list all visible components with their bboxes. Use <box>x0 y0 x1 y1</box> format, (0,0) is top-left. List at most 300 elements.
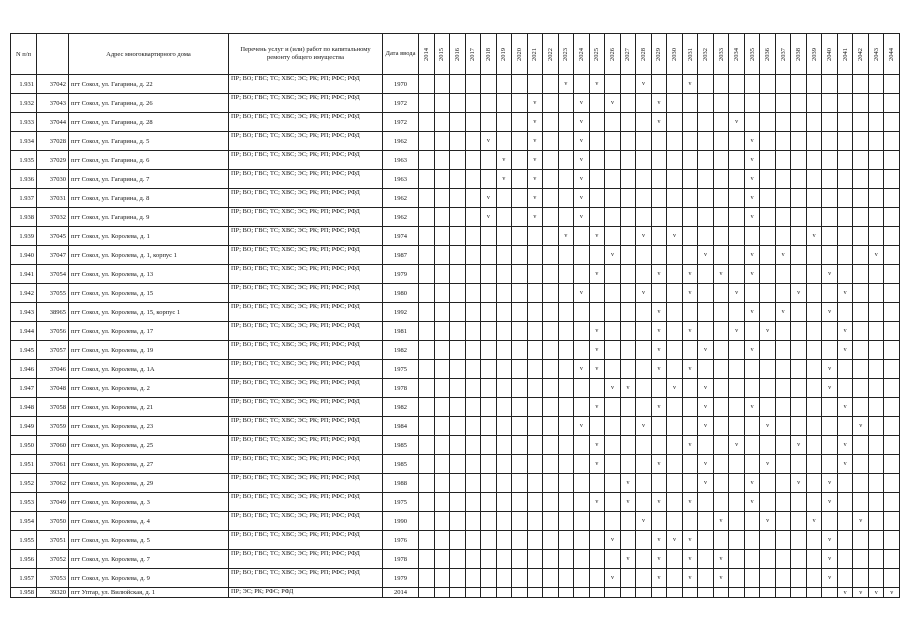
year-cell-2019 <box>496 569 512 588</box>
year-cell-2026 <box>605 227 621 246</box>
year-cell-2036 <box>760 341 776 360</box>
year-cell-2024 <box>574 341 590 360</box>
row-num: 1.942 <box>11 284 37 303</box>
year-cell-2028 <box>636 246 652 265</box>
year-cell-2020 <box>512 341 528 360</box>
year-cell-2036 <box>760 493 776 512</box>
year-cell-2028 <box>636 170 652 189</box>
row-built-year: 1985 <box>383 455 419 474</box>
year-cell-2032 <box>698 227 714 246</box>
year-cell-2041 <box>837 189 853 208</box>
year-mark-2043: v <box>868 246 884 265</box>
year-cell-2032 <box>698 132 714 151</box>
year-cell-2042 <box>853 474 869 493</box>
year-cell-2040 <box>822 588 838 598</box>
year-cell-2018 <box>481 474 497 493</box>
year-cell-2030 <box>667 303 683 322</box>
year-mark-2029: v <box>651 265 667 284</box>
year-cell-2018 <box>481 284 497 303</box>
year-cell-2039 <box>806 398 822 417</box>
year-mark-2038: v <box>791 436 807 455</box>
year-cell-2029 <box>651 132 667 151</box>
year-cell-2042 <box>853 322 869 341</box>
year-cell-2022 <box>543 208 559 227</box>
header-year-2033 <box>713 34 729 75</box>
year-mark-2031: v <box>682 265 698 284</box>
year-cell-2034 <box>729 94 745 113</box>
year-cell-2017 <box>465 588 481 598</box>
year-cell-2018 <box>481 493 497 512</box>
year-cell-2027 <box>620 322 636 341</box>
year-cell-2027 <box>620 208 636 227</box>
year-cell-2018 <box>481 398 497 417</box>
year-cell-2021 <box>527 455 543 474</box>
year-cell-2014 <box>419 265 435 284</box>
table-row <box>11 265 900 284</box>
header-year-2037 <box>775 34 791 75</box>
year-cell-2021 <box>527 550 543 569</box>
row-num: 1.932 <box>11 94 37 113</box>
year-cell-2034 <box>729 379 745 398</box>
year-cell-2015 <box>434 208 450 227</box>
year-cell-2023 <box>558 246 574 265</box>
table-row <box>11 341 900 360</box>
year-mark-2018: v <box>481 132 497 151</box>
year-cell-2018 <box>481 455 497 474</box>
year-cell-2023 <box>558 550 574 569</box>
row-code: 37057 <box>37 341 69 360</box>
row-num: 1.948 <box>11 398 37 417</box>
year-cell-2021 <box>527 360 543 379</box>
year-cell-2038 <box>791 132 807 151</box>
year-cell-2016 <box>450 189 466 208</box>
year-cell-2038 <box>791 588 807 598</box>
year-cell-2014 <box>419 379 435 398</box>
year-cell-2034 <box>729 455 745 474</box>
year-cell-2022 <box>543 455 559 474</box>
year-mark-2029: v <box>651 94 667 113</box>
row-built-year: 1982 <box>383 341 419 360</box>
year-cell-2040 <box>822 341 838 360</box>
header-num: N п/п <box>11 34 37 75</box>
year-cell-2020 <box>512 379 528 398</box>
year-mark-2024: v <box>574 113 590 132</box>
row-built-year: 2014 <box>383 588 419 598</box>
header-year-label: 2033 <box>717 47 725 61</box>
year-cell-2023 <box>558 94 574 113</box>
year-cell-2024 <box>574 512 590 531</box>
year-cell-2041 <box>837 246 853 265</box>
year-mark-2034: v <box>729 436 745 455</box>
year-cell-2017 <box>465 379 481 398</box>
year-cell-2036 <box>760 569 776 588</box>
year-cell-2030 <box>667 417 683 436</box>
year-mark-2032: v <box>698 341 714 360</box>
year-cell-2026 <box>605 132 621 151</box>
row-code: 37054 <box>37 265 69 284</box>
year-cell-2016 <box>450 474 466 493</box>
year-cell-2037 <box>775 265 791 284</box>
year-cell-2014 <box>419 474 435 493</box>
row-address: пгт Сокол, ул. Гагарина, д. 8 <box>69 189 229 208</box>
year-cell-2017 <box>465 531 481 550</box>
year-cell-2014 <box>419 512 435 531</box>
year-cell-2015 <box>434 246 450 265</box>
year-cell-2027 <box>620 588 636 598</box>
year-cell-2034 <box>729 550 745 569</box>
year-cell-2032 <box>698 189 714 208</box>
year-mark-2026: v <box>605 569 621 588</box>
table-header-row <box>11 34 900 75</box>
year-cell-2033 <box>713 474 729 493</box>
year-cell-2023 <box>558 398 574 417</box>
year-cell-2043 <box>868 170 884 189</box>
table-row <box>11 189 900 208</box>
year-cell-2040 <box>822 436 838 455</box>
year-cell-2033 <box>713 132 729 151</box>
year-cell-2014 <box>419 208 435 227</box>
year-mark-2025: v <box>589 455 605 474</box>
year-mark-2027: v <box>620 379 636 398</box>
year-mark-2026: v <box>605 246 621 265</box>
year-cell-2021 <box>527 474 543 493</box>
year-cell-2031 <box>682 170 698 189</box>
year-cell-2027 <box>620 284 636 303</box>
year-cell-2037 <box>775 436 791 455</box>
year-cell-2035 <box>744 94 760 113</box>
year-mark-2027: v <box>620 493 636 512</box>
year-cell-2031 <box>682 379 698 398</box>
year-cell-2029 <box>651 588 667 598</box>
year-cell-2038 <box>791 493 807 512</box>
year-cell-2029 <box>651 284 667 303</box>
year-cell-2044 <box>884 265 900 284</box>
year-cell-2022 <box>543 94 559 113</box>
row-built-year: 1970 <box>383 75 419 94</box>
year-mark-2025: v <box>589 398 605 417</box>
year-cell-2041 <box>837 208 853 227</box>
year-cell-2042 <box>853 341 869 360</box>
year-mark-2041: v <box>837 341 853 360</box>
year-mark-2024: v <box>574 94 590 113</box>
year-cell-2026 <box>605 550 621 569</box>
year-mark-2033: v <box>713 569 729 588</box>
year-cell-2034 <box>729 341 745 360</box>
year-cell-2028 <box>636 436 652 455</box>
year-cell-2031 <box>682 227 698 246</box>
header-year-2041 <box>837 34 853 75</box>
year-cell-2029 <box>651 208 667 227</box>
year-cell-2018 <box>481 550 497 569</box>
row-code: 37056 <box>37 322 69 341</box>
row-services: ПР; ВО; ГВС; ТС; ХВС; ЭС; РК; РП; РФС; РФД <box>229 550 383 569</box>
year-cell-2043 <box>868 398 884 417</box>
year-cell-2038 <box>791 170 807 189</box>
year-cell-2032 <box>698 360 714 379</box>
year-cell-2038 <box>791 246 807 265</box>
year-cell-2043 <box>868 132 884 151</box>
year-cell-2014 <box>419 189 435 208</box>
year-cell-2019 <box>496 512 512 531</box>
table-row <box>11 94 900 113</box>
year-cell-2035 <box>744 550 760 569</box>
year-cell-2028 <box>636 151 652 170</box>
year-cell-2015 <box>434 132 450 151</box>
year-mark-2041: v <box>837 284 853 303</box>
year-cell-2042 <box>853 436 869 455</box>
year-cell-2044 <box>884 455 900 474</box>
year-cell-2033 <box>713 417 729 436</box>
year-cell-2030 <box>667 265 683 284</box>
year-cell-2020 <box>512 588 528 598</box>
year-cell-2019 <box>496 189 512 208</box>
year-cell-2044 <box>884 75 900 94</box>
year-cell-2029 <box>651 170 667 189</box>
year-cell-2031 <box>682 512 698 531</box>
year-mark-2024: v <box>574 284 590 303</box>
year-cell-2022 <box>543 284 559 303</box>
year-cell-2028 <box>636 569 652 588</box>
year-cell-2044 <box>884 360 900 379</box>
year-cell-2034 <box>729 531 745 550</box>
year-cell-2028 <box>636 588 652 598</box>
year-mark-2034: v <box>729 284 745 303</box>
year-cell-2039 <box>806 265 822 284</box>
year-cell-2021 <box>527 512 543 531</box>
year-mark-2035: v <box>744 474 760 493</box>
year-cell-2037 <box>775 379 791 398</box>
year-cell-2038 <box>791 265 807 284</box>
header-year-label: 2035 <box>748 47 756 61</box>
row-address: пгт Сокол, ул. Королева, д. 21 <box>69 398 229 417</box>
year-cell-2020 <box>512 322 528 341</box>
year-cell-2037 <box>775 170 791 189</box>
year-cell-2021 <box>527 341 543 360</box>
row-built-year: 1972 <box>383 94 419 113</box>
year-cell-2014 <box>419 94 435 113</box>
year-cell-2037 <box>775 132 791 151</box>
year-cell-2039 <box>806 303 822 322</box>
year-cell-2014 <box>419 398 435 417</box>
year-cell-2038 <box>791 303 807 322</box>
year-cell-2042 <box>853 550 869 569</box>
year-cell-2042 <box>853 170 869 189</box>
row-num: 1.931 <box>11 75 37 94</box>
year-mark-2043: v <box>868 588 884 598</box>
year-cell-2022 <box>543 398 559 417</box>
year-mark-2024: v <box>574 360 590 379</box>
year-mark-2035: v <box>744 493 760 512</box>
row-address: пгт Сокол, ул. Королева, д. 7 <box>69 550 229 569</box>
year-cell-2044 <box>884 341 900 360</box>
year-cell-2030 <box>667 94 683 113</box>
year-cell-2017 <box>465 303 481 322</box>
year-cell-2036 <box>760 227 776 246</box>
row-services: ПР; ВО; ГВС; ТС; ХВС; ЭС; РК; РП; РФС; РФД <box>229 379 383 398</box>
year-cell-2033 <box>713 341 729 360</box>
year-mark-2035: v <box>744 189 760 208</box>
year-cell-2016 <box>450 170 466 189</box>
year-cell-2040 <box>822 113 838 132</box>
row-code: 37044 <box>37 113 69 132</box>
year-cell-2039 <box>806 379 822 398</box>
year-mark-2021: v <box>527 94 543 113</box>
row-address: пгт Сокол, ул. Королева, д. 29 <box>69 474 229 493</box>
year-cell-2018 <box>481 360 497 379</box>
year-cell-2017 <box>465 417 481 436</box>
row-built-year: 1992 <box>383 303 419 322</box>
row-num: 1.940 <box>11 246 37 265</box>
year-cell-2040 <box>822 75 838 94</box>
year-mark-2042: v <box>853 588 869 598</box>
year-cell-2043 <box>868 284 884 303</box>
row-num: 1.945 <box>11 341 37 360</box>
year-cell-2037 <box>775 208 791 227</box>
year-mark-2042: v <box>853 417 869 436</box>
year-cell-2020 <box>512 474 528 493</box>
year-cell-2044 <box>884 569 900 588</box>
year-cell-2036 <box>760 189 776 208</box>
year-cell-2016 <box>450 132 466 151</box>
year-cell-2017 <box>465 550 481 569</box>
year-cell-2020 <box>512 246 528 265</box>
year-cell-2038 <box>791 417 807 436</box>
year-cell-2033 <box>713 436 729 455</box>
year-cell-2043 <box>868 493 884 512</box>
row-built-year: 1987 <box>383 246 419 265</box>
row-services: ПР; ВО; ГВС; ТС; ХВС; ЭС; РК; РП; РФС; РФД <box>229 322 383 341</box>
year-cell-2023 <box>558 512 574 531</box>
year-cell-2018 <box>481 151 497 170</box>
year-cell-2017 <box>465 455 481 474</box>
year-cell-2018 <box>481 379 497 398</box>
year-cell-2034 <box>729 512 745 531</box>
year-cell-2034 <box>729 588 745 598</box>
year-cell-2015 <box>434 417 450 436</box>
year-cell-2027 <box>620 151 636 170</box>
year-cell-2032 <box>698 531 714 550</box>
year-cell-2037 <box>775 75 791 94</box>
year-cell-2033 <box>713 75 729 94</box>
year-cell-2034 <box>729 303 745 322</box>
year-mark-2025: v <box>589 360 605 379</box>
year-cell-2015 <box>434 398 450 417</box>
year-cell-2041 <box>837 94 853 113</box>
year-mark-2028: v <box>636 512 652 531</box>
year-cell-2027 <box>620 265 636 284</box>
year-cell-2025 <box>589 550 605 569</box>
year-cell-2016 <box>450 493 466 512</box>
year-cell-2041 <box>837 379 853 398</box>
year-cell-2044 <box>884 531 900 550</box>
year-mark-2033: v <box>713 265 729 284</box>
year-cell-2019 <box>496 493 512 512</box>
row-address: пгт Сокол, ул. Гагарина, д. 6 <box>69 151 229 170</box>
year-cell-2028 <box>636 493 652 512</box>
year-cell-2043 <box>868 455 884 474</box>
row-code: 37061 <box>37 455 69 474</box>
row-num: 1.953 <box>11 493 37 512</box>
year-cell-2044 <box>884 151 900 170</box>
year-mark-2039: v <box>806 227 822 246</box>
year-cell-2033 <box>713 379 729 398</box>
year-cell-2019 <box>496 531 512 550</box>
row-built-year: 1974 <box>383 227 419 246</box>
year-cell-2038 <box>791 151 807 170</box>
row-num: 1.944 <box>11 322 37 341</box>
year-mark-2040: v <box>822 379 838 398</box>
table-row <box>11 360 900 379</box>
table-row <box>11 132 900 151</box>
row-address: пгт Сокол, ул. Королева, д. 9 <box>69 569 229 588</box>
year-mark-2036: v <box>760 455 776 474</box>
year-cell-2021 <box>527 227 543 246</box>
row-num: 1.943 <box>11 303 37 322</box>
year-cell-2021 <box>527 265 543 284</box>
year-cell-2022 <box>543 151 559 170</box>
row-services: ПР; ВО; ГВС; ТС; ХВС; ЭС; РК; РП; РФС; РФД <box>229 113 383 132</box>
year-cell-2015 <box>434 75 450 94</box>
year-cell-2019 <box>496 113 512 132</box>
year-cell-2019 <box>496 360 512 379</box>
year-cell-2036 <box>760 436 776 455</box>
year-cell-2039 <box>806 474 822 493</box>
year-cell-2023 <box>558 113 574 132</box>
year-cell-2020 <box>512 94 528 113</box>
year-cell-2025 <box>589 132 605 151</box>
year-cell-2026 <box>605 113 621 132</box>
year-cell-2027 <box>620 94 636 113</box>
row-code: 37046 <box>37 360 69 379</box>
year-mark-2025: v <box>589 265 605 284</box>
year-cell-2023 <box>558 341 574 360</box>
year-mark-2038: v <box>791 284 807 303</box>
year-cell-2025 <box>589 588 605 598</box>
year-cell-2020 <box>512 113 528 132</box>
row-built-year: 1963 <box>383 151 419 170</box>
year-mark-2031: v <box>682 550 698 569</box>
year-cell-2023 <box>558 569 574 588</box>
year-cell-2016 <box>450 284 466 303</box>
row-num: 1.935 <box>11 151 37 170</box>
year-cell-2014 <box>419 455 435 474</box>
year-cell-2031 <box>682 94 698 113</box>
year-mark-2041: v <box>837 436 853 455</box>
year-cell-2014 <box>419 246 435 265</box>
year-cell-2028 <box>636 531 652 550</box>
year-cell-2032 <box>698 208 714 227</box>
year-cell-2031 <box>682 588 698 598</box>
year-cell-2041 <box>837 493 853 512</box>
year-cell-2021 <box>527 493 543 512</box>
year-mark-2028: v <box>636 227 652 246</box>
row-code: 37045 <box>37 227 69 246</box>
table-row <box>11 75 900 94</box>
year-cell-2015 <box>434 436 450 455</box>
year-cell-2015 <box>434 94 450 113</box>
year-cell-2039 <box>806 531 822 550</box>
year-cell-2019 <box>496 284 512 303</box>
year-cell-2024 <box>574 265 590 284</box>
year-cell-2033 <box>713 113 729 132</box>
year-cell-2015 <box>434 531 450 550</box>
year-mark-2021: v <box>527 151 543 170</box>
year-mark-2035: v <box>744 208 760 227</box>
year-cell-2027 <box>620 75 636 94</box>
year-cell-2033 <box>713 398 729 417</box>
header-year-2029 <box>651 34 667 75</box>
row-num: 1.956 <box>11 550 37 569</box>
